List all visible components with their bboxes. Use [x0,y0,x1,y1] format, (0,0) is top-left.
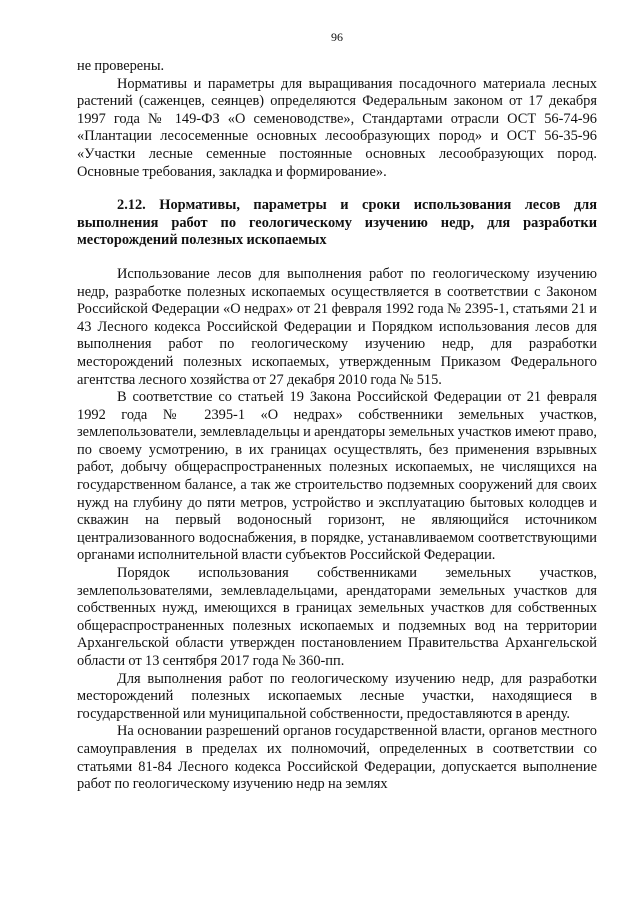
page-number: 96 [331,30,343,44]
paragraph-continuation: не проверены. [77,58,165,74]
paragraph-legal-basis: Использование лесов для выполнения работ по геологическому изучению недр, разработке полезных ископаемых осуществляется в соответствии с Законом Российской Федерации «О недрах» от 21 февраля 1992 года № 2395-1, статьями 21 и 43 Лесного кодекса Российской Федерации и Порядком использования лесов для выполнения работ по геологическому изучению недр, для разработки месторождений полезных ископаемых, утвержденным Приказом Федерального агентства лесного хозяйства от 27 декабря 2010 года № 515. [77,265,597,388]
paragraph-lease: Для выполнения работ по геологическому изучению недр, для разработки месторождений полезных ископаемых лесные участки, находящиеся в государственной или муниципальной собственности, предоставляются в аренду. [77,670,597,722]
paragraph-permits: На основании разрешений органов государственной власти, органов местного самоуправления в пределах их полномочий, определенных в соответствии со статьями 81-84 Лесного кодекса Российской Федерации, допускается выполнение работ по геологическому изучению недр на землях [77,723,597,793]
paragraph-seed-standards: Нормативы и параметры для выращивания посадочного материала лесных растений (саженцев, сеянцев) определяются Федеральным законом от 17 декабря 1997 года № 149-ФЗ «О семеноводстве», Стандартами отрасли ОСТ 56-74-96 «Плантации лесосеменные основных лесообразующих пород» и ОСТ 56-35-96 «Участки лесные семенные постоянные основных лесообразующих пород. Основные требования, закладка и формирование». [77,75,597,180]
paragraph-article-19: В соответствие со статьей 19 Закона Российской Федерации от 21 февраля 1992 года № 2395-1 «О недрах» собственники земельных участков, землепользователи, землевладельцы и арендаторы земельных участков имеют право, по своему усмотрению, в их границах осуществлять, без применения взрывных работ, добычу общераспространенных полезных ископаемых, не числящихся на государственном балансе, а так же строительство подземных сооружений для своих нужд на глубину до пяти метров, устройство и эксплуатацию бытовых колодцев и скважин на первый водоносный горизонт, не являющийся источником централизованного водоснабжения, в порядке, устанавливаемом соответствующими органами исполнительной власти субъектов Российской Федерации. [77,389,597,564]
section-heading: 2.12. Нормативы, параметры и сроки использования лесов для выполнения работ по геологическому изучению недр, для разработки месторождений полезных ископаемых [77,197,597,249]
paragraph-procedure: Порядок использования собственниками земельных участков, землепользователями, землевладельцами, арендаторами земельных участков для собственных нужд, имеющихся в границах земельных участков для собственных общераспространенных полезных ископаемых и подземных вод на территории Архангельской области утвержден постановлением Правительства Архангельской области от 13 сентября 2017 года № 360-пп. [77,565,597,669]
